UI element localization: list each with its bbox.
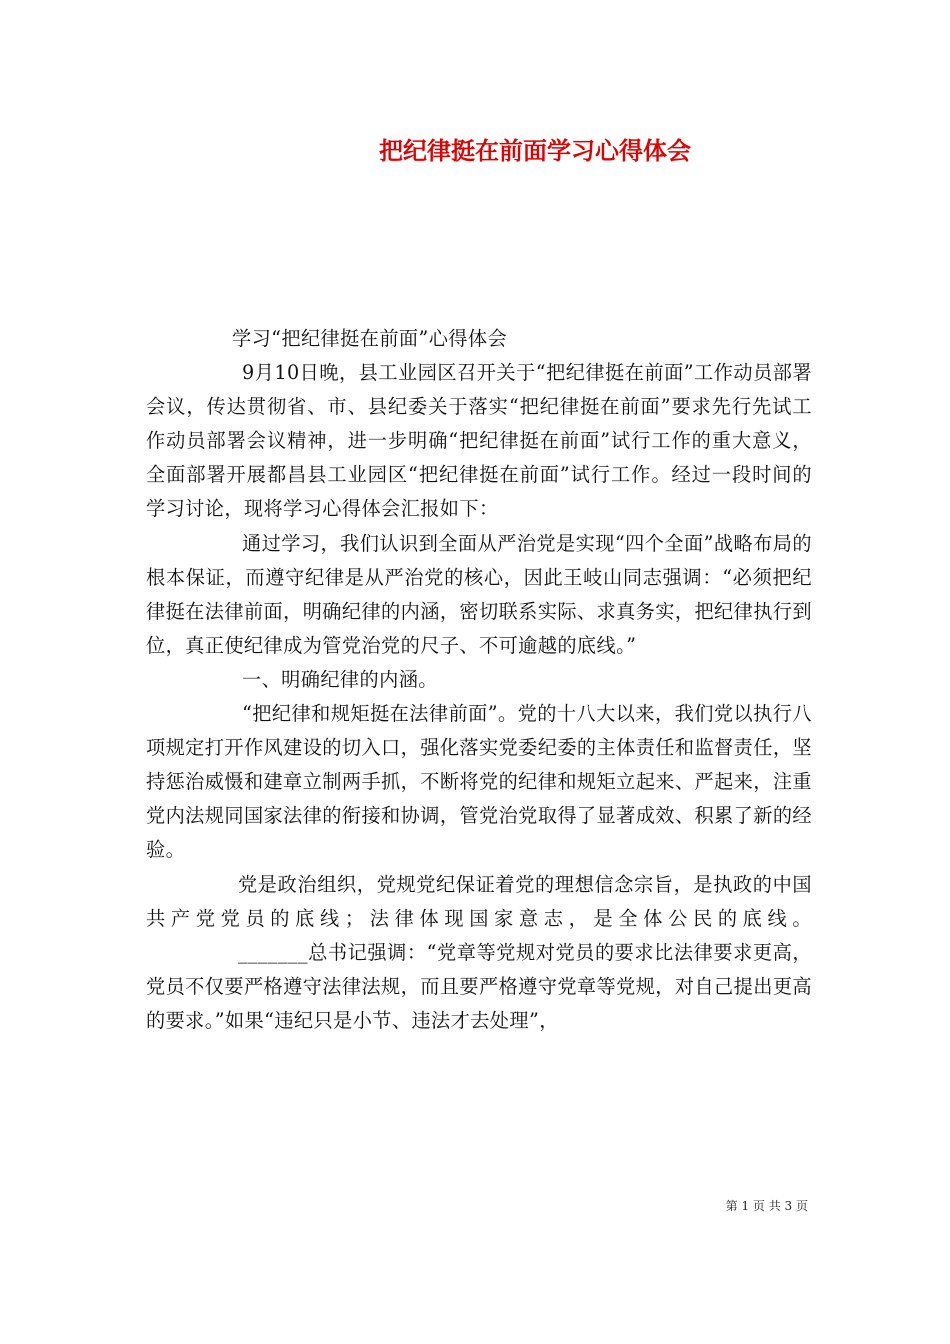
- paragraph-text-before-blank: 党是政治组织，党规党纪保证着党的理想信念宗旨，是执政的中国共产党党员的底线；法律体现国家意志，是全体公民的底线。: [146, 872, 812, 930]
- paragraph-discipline-rules: “把纪律和规矩挺在法律前面”。党的十八大以来，我们党以执行八项规定打开作风建设的切入口，强化落实党委纪委的主体责任和监督责任，坚持惩治威慑和建章立制两手抓，不断将党的纪律和规矩立起来、严起来，注重党内法规同国家法律的衔接和协调，管党治党取得了显著成效、积累了新的经验。: [146, 702, 812, 862]
- fill-blank: _______: [238, 940, 308, 964]
- document-body: [146, 322, 812, 1038]
- document-title: 把纪律挺在前面学习心得体会: [379, 136, 691, 165]
- section-heading: 一、明确纪律的内涵。: [242, 667, 438, 691]
- paragraph-meeting: 9月10日晚，县工业园区召开关于“把纪律挺在前面”工作动员部署会议，传达贯彻省、市、县纪委关于落实“把纪律挺在前面”要求先行先试工作动员部署会议精神，进一步明确“把纪律挺在前面”试行工作的重大意义，全面部署开展都昌县工业园区“把纪律挺在前面”试行工作。经过一段时间的学习讨论，现将学习心得体会汇报如下：: [146, 361, 812, 521]
- paragraph-learning: 通过学习，我们认识到全面从严治党是实现“四个全面”战略布局的根本保证，而遵守纪律是从严治党的核心，因此王岐山同志强调：“必须把纪律挺在法律前面，明确纪律的内涵，密切联系实际、求真务实，把纪律执行到位，真正使纪律成为管党治党的尺子、不可逾越的底线。”: [146, 531, 812, 657]
- document-subtitle: 学习“把纪律挺在前面”心得体会: [232, 327, 508, 350]
- paragraph-text-after-blank: 总书记强调：“党章等党规对党员的要求比法律要求更高，党员不仅要严格遵守法律法规，而且要严格遵守党章等党规，对自己提出更高的要求。”如果“违纪只是小节、违法才去处理”，: [146, 940, 812, 1032]
- paragraph-party-political: [146, 868, 812, 1038]
- page-number: 第 1 页 共 3 页: [725, 1199, 808, 1213]
